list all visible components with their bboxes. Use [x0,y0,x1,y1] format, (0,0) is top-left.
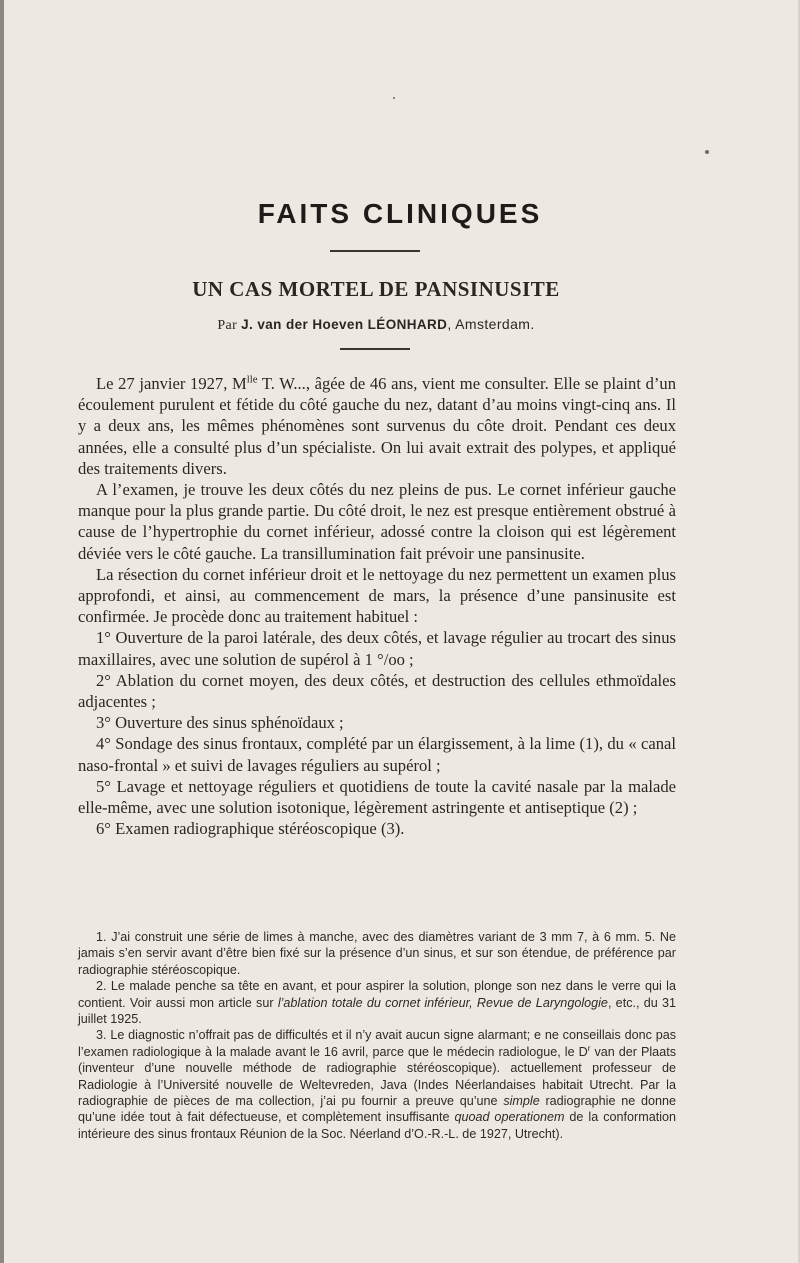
superscript: r [587,1043,591,1053]
superscript: lle [246,373,258,386]
footnote-emphasis: quoad operationem [454,1110,565,1125]
footnote-text: radiographie ne donne qu’une idée tout à fait défectueuse, et complètement insuffisante [78,1094,676,1125]
treatment-item-6: 6° Examen radiographique stéréoscopique (3). [96,819,405,839]
author-line [0,316,752,334]
print-speck [393,97,395,99]
page-binding-edge [0,0,4,1263]
paragraph-text: Le 27 janvier 1927, M [96,374,247,393]
item-text: 1° Ouverture de la paroi latérale, des deux côtés, et lavage régulier au trocart des sinus maxillaires, avec une solution de supérol à 1 ° [78,628,676,669]
footnote-1: 1. J’ai construit une série de limes à manche, avec des diamètres variant de 3 mm 7, à 6 mm. 5. Ne jamais s’en servir avant d’être bien fixé sur la présence d’un sinus, et sur son étendue, de préférence par radiographie stéréoscopique. [78,930,676,977]
treatment-item-2: 2° Ablation du cornet moyen, des deux côtés, et destruction des cellules ethmoïdales adjacentes ; [78,670,676,712]
treatment-item-3: 3° Ouverture des sinus sphénoïdaux ; [96,713,344,733]
footnote-text: 3. Le diagnostic n’offrait pas de difficultés et il n’y avait aucun signe alarmant; e ne conseillais donc pas l’examen radiologique à la malade avant le 16 avril, parce que le médecin radiologue, le D [78,1028,676,1059]
article-body [78,373,676,839]
author-rule [340,348,410,350]
footnote-text: , etc., du 31 juillet 1925. [78,995,677,1027]
author-name: J. van der Hoeven LÉONHARD [241,317,448,332]
section-title: FAITS CLINIQUES [257,198,543,229]
footnotes [78,929,676,1142]
paragraph-text: T. W..., âgée de 46 ans, vient me consulter. Elle se plaint d’un écoulement purulent et fétide du côté gauche du nez, datant d’au moins vingt-cinq ans. Il y a deux ans, les mêmes phénomènes sont survenus du côte droit. Pendant ces deux années, elle a consulté plus d’un spécialiste. On lui avait extrait des polypes, et appliqué des traitements divers. [78,374,676,478]
footnote-text: van der Plaats (inventeur d’une nouvelle méthode de radiographie stéréoscopique). actuellement professeur de Radiologie à l’Université nouvelle de Weltevreden, Java (Indes Néerlandaises habitait Utrecht. Par la radiographie de pièces de ma collection, j’ai pu fournir a preuve qu’une [78,1044,676,1109]
per-mille-sign: /oo ; [383,649,414,669]
title-rule [330,250,420,252]
treatment-item-4: 4° Sondage des sinus frontaux, complété par un élargissement, à la lime (1), du « canal naso-frontal » et suivi de lavages réguliers au supérol ; [78,734,676,775]
footnote-emphasis: simple [503,1094,540,1109]
paragraph-examination: A l’examen, je trouve les deux côtés du nez pleins de pus. Le cornet inférieur gauche manque pour la plus grande partie. Du côté droit, le nez est presque entièrement obstrué à cause de l’hypertrophie du cornet inférieur, adossé contre la cloison qui est légèrement déviée vers le côté gauche. La transillumination fait prévoir une pansinusite. [78,480,676,563]
article-title: UN CAS MORTEL DE PANSINUSITE [192,277,560,301]
paragraph-consultation [78,373,676,479]
author-prefix: Par [217,318,242,333]
footnote-citation: l’ablation totale du cornet inférieur, Revue de Laryngologie [277,995,608,1010]
treatment-item-5: 5° Lavage et nettoyage réguliers et quotidiens de toute la cavité nasale par la malade elle-même, avec une solution isotonique, légèrement astringente et antiseptique (2) ; [78,776,676,818]
footnote-text: de la conformation intérieure des sinus frontaux Réunion de la Soc. Néerland d’O.-R.-L. de 1927, Utrecht). [78,1110,676,1141]
footnote-3 [78,1027,676,1142]
footnote-text: 2. Le malade penche sa tête en avant, et pour aspirer la solution, plonge son nez dans le verre qui la contient. Voir aussi mon article sur [78,979,676,1010]
author-city: , Amsterdam. [447,316,535,332]
treatment-item-1 [78,627,676,669]
print-speck [705,150,709,154]
paragraph-treatment-intro: La résection du cornet inférieur droit et le nettoyage du nez permettent un examen plus approfondi, et ainsi, au commencement de mars, la présence d’une pansinusite est confirmée. Je procède donc au traitement habituel : [78,564,676,627]
footnote-2 [78,978,676,1027]
